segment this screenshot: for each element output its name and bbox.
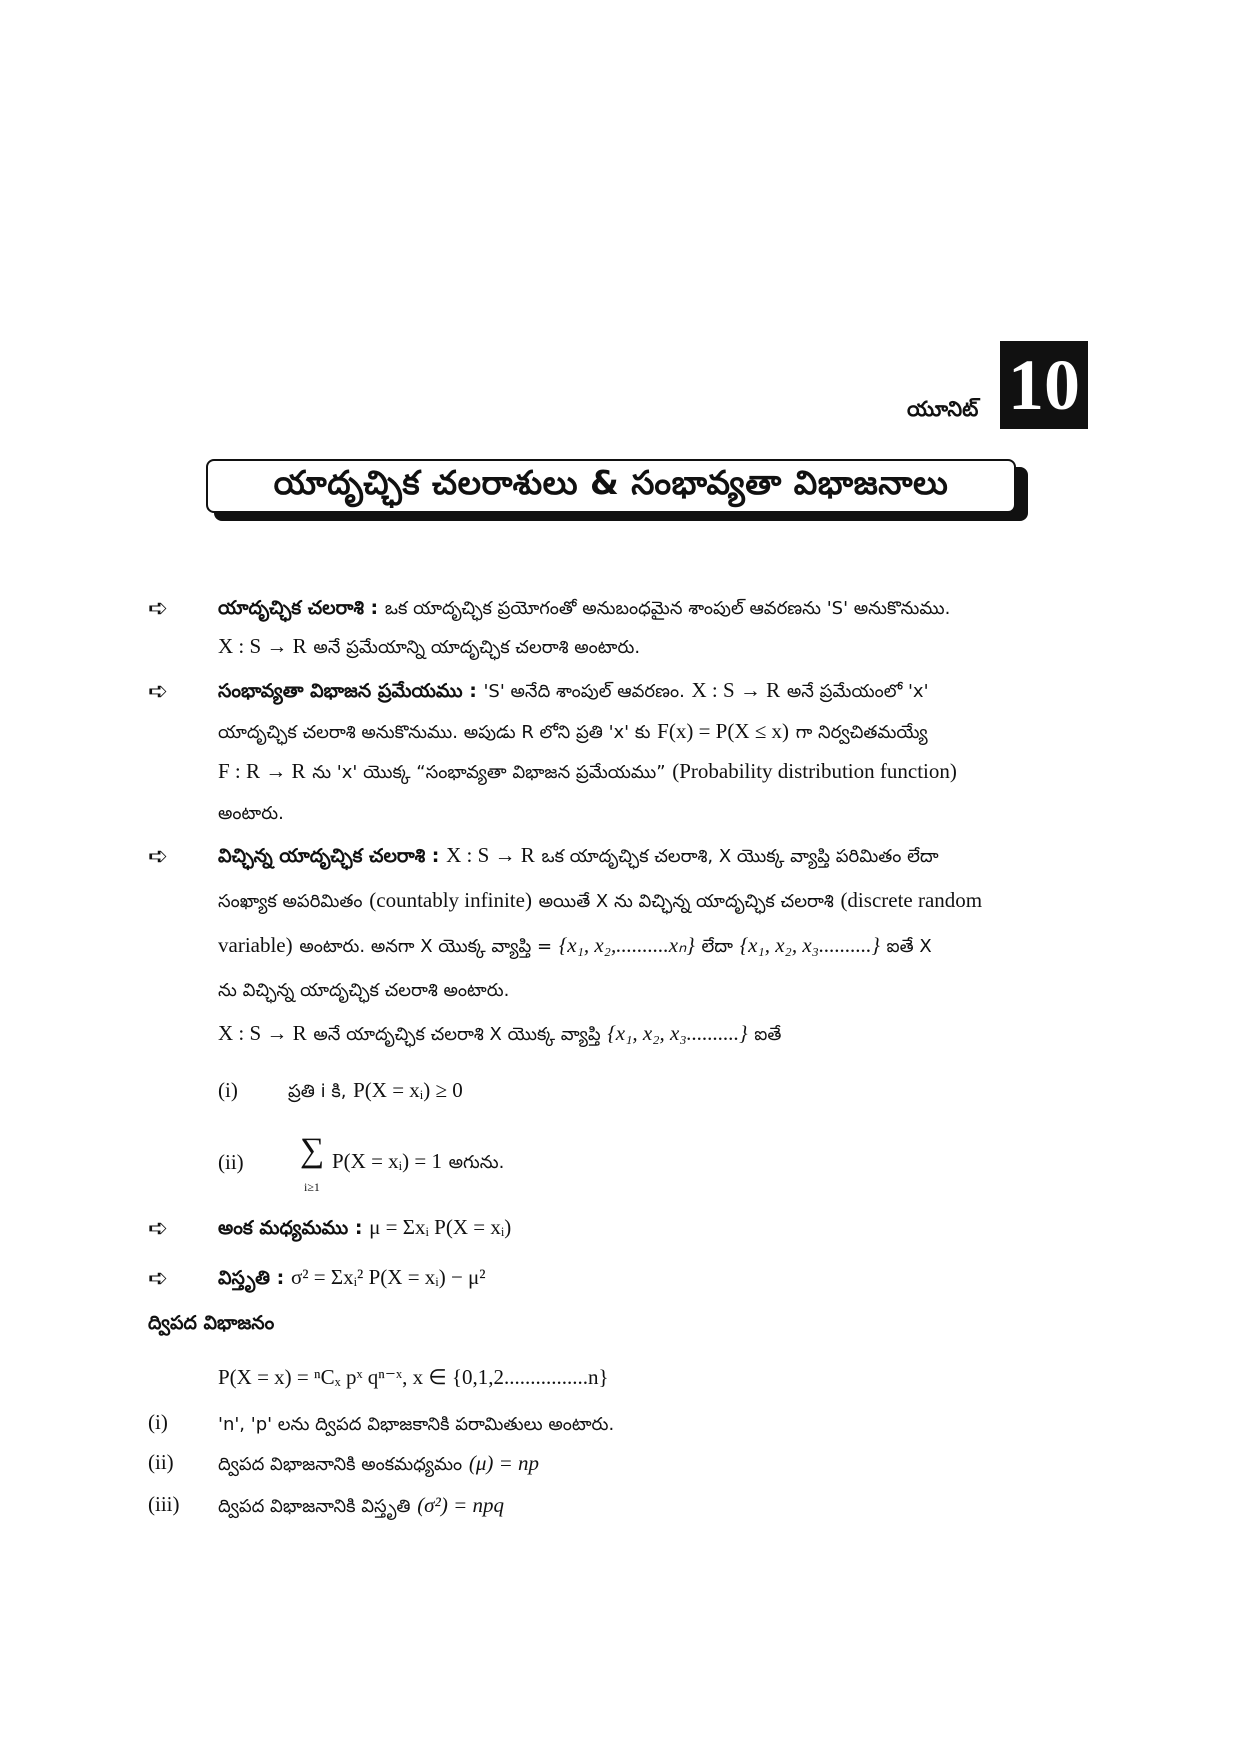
- condition-ii-label: (ii): [218, 1150, 244, 1174]
- summation-symbol: ∑: [300, 1132, 325, 1169]
- condition-i: ప్రతి i కి, P(X = xᵢ) ≥ 0: [288, 1078, 463, 1102]
- unit-label: యూనిట్: [907, 397, 979, 421]
- discrete-rv-line1: విచ్ఛిన్న యాదృచ్ఛిక చలరాశి : X : S → R ఒక యాదృచ్ఛిక చలరాశి, X యొక్క వ్యాప్తి పరిమితం లేదా: [218, 843, 939, 867]
- binomial-item: ద్విపద విభాజనానికి అంకమధ్యమం (μ) = np: [218, 1451, 540, 1475]
- random-variable-line2: X : S → R అనే ప్రమేయాన్ని యాదృచ్ఛిక చలరాశి అంటారు.: [218, 634, 641, 658]
- condition-i-label: (i): [218, 1078, 238, 1102]
- variance-line: విస్తృతి : σ² = Σxᵢ² P(X = xᵢ) − μ²: [218, 1265, 486, 1289]
- binomial-item-label: (ii): [148, 1450, 174, 1474]
- distribution-function-line4: అంటారు.: [218, 803, 284, 824]
- summation-index: i≥1: [304, 1180, 320, 1194]
- binomial-heading: ద్విపద విభాజనం: [148, 1312, 275, 1334]
- binomial-item: 'n', 'p' లను ద్విపద విభాజకానికి పరామితులు అంటారు.: [218, 1414, 615, 1435]
- chapter-title: యాదృచ్ఛిక చలరాశులు & సంభావ్యతా విభాజనాలు: [273, 462, 949, 502]
- bullet-arrow-icon: ➪: [148, 1214, 169, 1242]
- discrete-rv-line5: X : S → R అనే యాదృచ్ఛిక చలరాశి X యొక్క వ్యాప్తి {x₁, x₂, x₃..........} ఐతే: [218, 1021, 782, 1045]
- bullet-arrow-icon: ➪: [148, 842, 169, 870]
- discrete-rv-line4: ను విచ్ఛిన్న యాదృచ్ఛిక చలరాశి అంటారు.: [218, 980, 510, 1001]
- discrete-rv-line3: variable) అంటారు. అనగా X యొక్క వ్యాప్తి = {x₁, x₂,..........xₙ} లేదా {x₁, x₂, x₃..........} ఐతే X: [218, 933, 932, 957]
- binomial-item: ద్విపద విభాజనానికి విస్తృతి (σ²) = npq: [218, 1493, 504, 1517]
- distribution-function-line2: యాదృచ్ఛిక చలరాశి అనుకొనుము. అపుడు R లోని ప్రతి 'x' కు F(x) = P(X ≤ x) గా నిర్వచితమయ్యే: [218, 719, 928, 743]
- discrete-rv-line2: సంఖ్యాక అపరిమితం (countably infinite) అయితే X ను విచ్ఛిన్న యాదృచ్ఛిక చలరాశి (discrete random: [218, 888, 983, 912]
- distribution-function-line3: F : R → R ను 'x' యొక్క “సంభావ్యతా విభాజన ప్రమేయము” (Probability distribution function): [218, 759, 957, 783]
- distribution-function-line1: సంభావ్యతా విభాజన ప్రమేయము : 'S' అనేది శాంపుల్ ఆవరణం. X : S → R అనే ప్రమేయంలో 'x': [218, 678, 929, 702]
- chapter-title-box: [206, 459, 1016, 513]
- bullet-arrow-icon: ➪: [148, 1264, 169, 1292]
- bullet-arrow-icon: ➪: [148, 677, 169, 705]
- binomial-item-label: (iii): [148, 1492, 180, 1516]
- mean-line: అంక మధ్యమము : μ = Σxᵢ P(X = xᵢ): [218, 1215, 512, 1239]
- binomial-item-label: (i): [148, 1410, 168, 1434]
- condition-ii: P(X = xᵢ) = 1 అగును.: [332, 1149, 505, 1173]
- random-variable-line1: యాదృచ్ఛిక చలరాశి : ఒక యాదృచ్ఛిక ప్రయోగంతో అనుబంధమైన శాంపుల్ ఆవరణను 'S' అనుకొనుము.: [218, 597, 951, 619]
- binomial-formula: P(X = x) = ⁿCₓ pˣ qⁿ⁻ˣ, x ∈ {0,1,2................n}: [218, 1365, 609, 1389]
- unit-number: 10: [1000, 341, 1088, 429]
- bullet-arrow-icon: ➪: [148, 594, 169, 622]
